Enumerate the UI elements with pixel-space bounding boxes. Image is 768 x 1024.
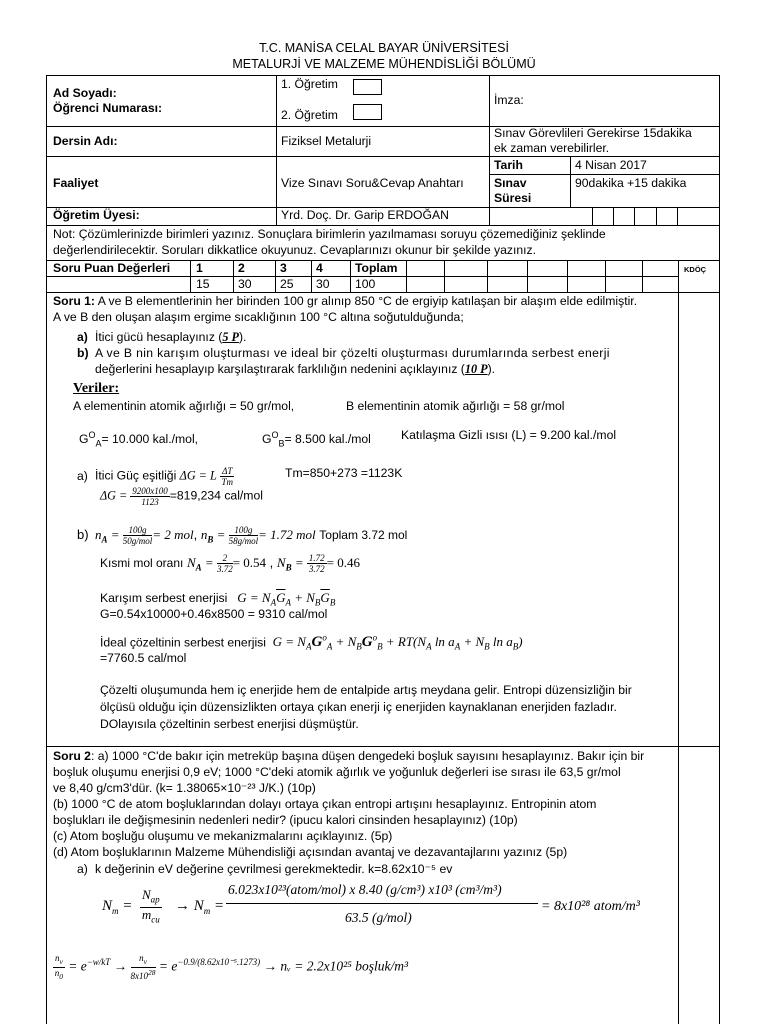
- teaching1-checkbox[interactable]: [353, 79, 382, 95]
- duration-value: 90dakika +15 dakika: [575, 176, 687, 190]
- nm-result: = 8x10²⁸ atom/m³: [541, 899, 640, 914]
- q1-part-b-line-1: b) A ve B nin karışım oluşturması ve ideal bir çözelti oluşturması durumlarında serbest enerji: [77, 346, 610, 360]
- q2-line-4: (b) 1000 °C de atom boşluklarından dolayı ortaya çıkan entropi artışını hesaplayınız. Entropinin atom: [53, 797, 597, 811]
- q2-solution-a: a) k değerinin eV değerine çevrilmesi gerekmektedir. k=8.62x10⁻⁵ ev: [77, 862, 453, 876]
- sol1b-moles: b) $n_A$ = $\frac{100g}{\text{50g/mol}}$ = 2 mol, $n_B$ = $\frac{100g}{\text{58g/mol}}$ = 1.72 mol Toplam 3.72 mol: [77, 525, 408, 546]
- q2-line-1: Soru 2: a) 1000 °C'de bakır için metreküp başına düşen dengedeki boşluk sayısını hesaplayınız. Bakır için bir: [53, 749, 645, 763]
- nm-formula-left: $N_m$ =: [102, 898, 133, 916]
- given-title: Veriler:: [73, 381, 120, 396]
- q1-explanation-3: DOlayısıla çözeltinin serbest enerjisi düşmüştür.: [100, 717, 359, 731]
- activity-value: Vize Sınavı Soru&Cevap Anahtarı: [281, 176, 464, 190]
- given-latent-heat: Katılaşma Gizli ısısı (L) = 9.200 kal./mol: [401, 428, 617, 442]
- q1-part-b-line-2: değerlerini hesaplayıp karşılaştırarak farklılığın nedenini açıklayınız (10 P).: [95, 362, 496, 376]
- q1-part-a: a) İtici gücü hesaplayınız (5 P).: [77, 330, 247, 344]
- student-number-label: Öğrenci Numarası:: [53, 101, 163, 115]
- sol1a-tm: Tm=850+273 =1123K: [285, 466, 403, 480]
- q1-intro-line-2: A ve B den oluşan alaşım ergime sıcaklığının 100 °C altına soğutulduğunda;: [53, 310, 464, 324]
- proctor-note-1: Sınav Görevlileri Gerekirse 15dakika: [494, 126, 692, 140]
- nv-formula: $\frac{n_v}{n_0}$ = $e^{-w/kT}$ → $\frac{n_v}{8x10^{28}}$ = $e^{-0.9/(8.62x10^{-5}.1273)}$ → nᵥ = 2.2x10²⁵ boşluk/m³: [54, 953, 409, 982]
- course-label: Dersin Adı:: [53, 134, 118, 148]
- teaching2-label: 2. Öğretim: [281, 108, 338, 122]
- name-label: Ad Soyadı:: [53, 86, 117, 100]
- note-line-2: değerlendirilecektir. Soruları dikkatlice okuyunuz. Cevaplarınızı okunur bir şekilde yazınız.: [53, 243, 536, 257]
- ideal-solution-value: =7760.5 cal/mol: [100, 651, 187, 665]
- points-value-total: 100: [355, 277, 376, 291]
- points-header-2: 2: [238, 261, 245, 275]
- proctor-note-2: ek zaman verebilirler.: [494, 141, 610, 155]
- nm-numerator: 6.023x10²³(atom/mol) x 8.40 (g/cm³) x10³ (cm³/m³): [228, 882, 502, 897]
- ideal-solution-label: İdeal çözeltinin serbest enerjisi $G = N_AG^o_A + N_BG^o_B + RT(N_A$ $\ln a_A + N_B$ $\ln a_B$): [100, 633, 523, 652]
- sol1b-mole-fractions: Kısmi mol oranı $N_A$ = $\frac{2}{3.72}$ = 0.54 , $N_B$ = $\frac{1.72}{3.72}$ = 0.46: [100, 553, 360, 574]
- date-value: 4 Nisan 2017: [575, 158, 647, 172]
- given-ga: $G^O_A= 10.000$ kal./mol,: [79, 430, 199, 449]
- given-gb: $G^O_B= 8.500$ kal./mol: [262, 430, 371, 449]
- sol1a-driving-force: a) İtici Güç eşitliği ΔG = L $\frac{\Delta T}{Tm}$: [77, 466, 234, 487]
- points-header-4: 4: [316, 261, 323, 275]
- points-value-2: 30: [238, 277, 252, 291]
- note-line-1: Not: Çözümlerinizde birimleri yazınız. Sonuçlara birimlerin yazılmaması soruyu çözemediğiniz şeklinde: [53, 227, 606, 241]
- points-value-1: 15: [196, 277, 210, 291]
- mix-energy-calc: G=0.54x10000+0.46x8500 = 9310 cal/mol: [100, 607, 328, 621]
- kdoc-label: KDÖÇ: [684, 265, 707, 274]
- points-header-1: 1: [196, 261, 203, 275]
- teaching1-label: 1. Öğretim: [281, 77, 338, 91]
- date-label: Tarih: [494, 158, 523, 172]
- q1-intro-line-1: Soru 1: A ve B elementlerinin her birinden 100 gr alınıp 850 °C de ergiyip katılaşan bir alaşım elde edilmiştir.: [53, 294, 638, 308]
- department-title: METALURJİ VE MALZEME MÜHENDİSLİĞİ BÖLÜMÜ: [232, 57, 536, 71]
- mix-energy-label: Karışım serbest enerjisi $G = N_A\overline{G}_A + N_B\overline{G}_B$: [100, 590, 336, 608]
- activity-label: Faaliyet: [53, 176, 99, 190]
- signature-label: İmza:: [494, 93, 524, 107]
- q1-explanation-1: Çözelti oluşumunda hem iç enerjide hem de entalpide artış meydana gelir. Entropi düzensizliğin bir: [100, 683, 632, 697]
- instructor-label: Öğretim Üyesi:: [53, 208, 140, 222]
- teaching2-checkbox[interactable]: [353, 104, 382, 120]
- points-value-3: 25: [280, 277, 294, 291]
- given-atomic-b: B elementinin atomik ağırlığı = 58 gr/mol: [346, 399, 565, 413]
- points-value-4: 30: [316, 277, 330, 291]
- duration-label-1: Sınav: [494, 176, 527, 190]
- points-header-3: 3: [280, 261, 287, 275]
- course-value: Fiziksel Metalurji: [281, 134, 372, 148]
- nm-denominator: 63.5 (g/mol): [345, 910, 412, 925]
- duration-label-2: Süresi: [494, 191, 532, 205]
- q2-line-5: boşlukları ile değişmesinin nedenleri nedir? (ipucu kalori cinsinden hesaplayınız) (10p): [53, 813, 518, 827]
- points-header-total: Toplam: [355, 261, 398, 275]
- instructor-value: Yrd. Doç. Dr. Garip ERDOĞAN: [281, 208, 449, 222]
- sol1a-result: ΔG = $\frac{9200x100}{1123}$ =819,234 cal/mol: [100, 486, 263, 507]
- given-atomic-a: A elementinin atomik ağırlığı = 50 gr/mol,: [73, 399, 295, 413]
- q2-line-2: boşluk oluşumu enerjisi 0,9 eV; 1000 °C'deki atomik ağırlık ve yoğunluk değerleri ise sırası ile 63,5 gr/mol: [53, 765, 621, 779]
- nm-arrow: → $N_m$ =: [175, 898, 225, 916]
- nm-ratio: $N_{ap}$ $m_{cu}$: [141, 887, 160, 925]
- q2-line-7: (d) Atom boşluklarının Malzeme Mühendisliği açısından avantaj ve dezavantajlarını yazınız (5p): [53, 845, 568, 859]
- q1-explanation-2: ölçüsü olduğu için düzensizlikten ortaya çıkan enerji iç enerjiden kaynaklanan enerjiden fazladır.: [100, 700, 617, 714]
- points-label: Soru Puan Değerleri: [53, 261, 171, 275]
- q2-line-6: (c) Atom boşluğu oluşumu ve mekanizmalarını açıklayınız. (5p): [53, 829, 393, 843]
- university-title: T.C. MANİSA CELAL BAYAR ÜNİVERSİTESİ: [259, 41, 509, 55]
- q2-line-3: ve 8,40 g/cm3'dür. (k= 1.38065×10⁻²³ J/K.) (10p): [53, 781, 316, 795]
